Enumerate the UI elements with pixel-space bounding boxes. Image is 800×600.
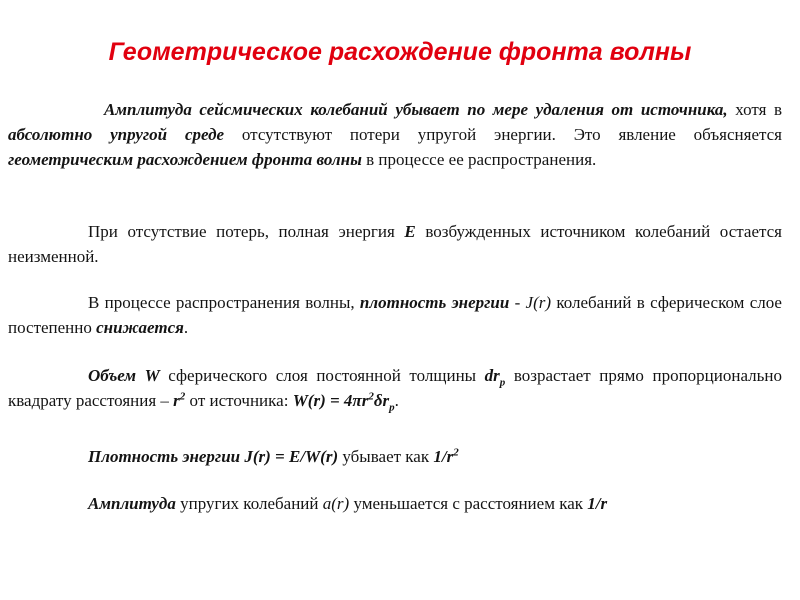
paragraph-energy-density <box>8 290 782 340</box>
text-bold-italic: Е <box>404 222 416 241</box>
subscript: p <box>389 401 395 414</box>
text: колебаний в сферическом слое постепенно <box>8 293 782 337</box>
text: . <box>394 391 399 410</box>
text-bold-italic: Амплитуда <box>88 494 176 513</box>
formula: δr <box>373 391 390 410</box>
text: в процессе ее распространения. <box>361 150 597 169</box>
subscript: p <box>499 376 506 389</box>
text: сферического слоя постоянной толщины <box>159 366 485 385</box>
text: возрастает прямо пропорционально квадрату расстояния – <box>8 366 782 410</box>
text-bold-italic: r <box>173 391 180 410</box>
superscript: 2 <box>453 446 459 459</box>
text: отсутствуют потери упругой энергии. Это явление объясняется <box>224 125 783 144</box>
paragraph-total-energy <box>8 219 782 269</box>
formula: W(r) = 4πr <box>292 391 369 410</box>
text-bold-italic: Амплитуда сейсмических колебаний убывает по мере удаления от источника, <box>104 100 728 119</box>
superscript: 2 <box>179 390 186 403</box>
formula: 1/r <box>433 447 454 466</box>
paragraph-density-formula <box>88 444 788 469</box>
paragraph-volume <box>8 363 782 413</box>
text-bold-italic: плотность энергии <box>359 293 510 312</box>
text-bold-italic: абсолютно упругой среде <box>8 125 225 144</box>
text-bold-italic: Объем W <box>88 366 160 385</box>
text-bold-italic: геометрическим расхождением фронта волны <box>8 150 362 169</box>
text-italic: a(r) <box>322 494 350 513</box>
text: возбужденных источником колебаний остается неизменной. <box>8 222 782 266</box>
text: - <box>509 293 526 312</box>
paragraph-amplitude-formula <box>88 491 788 516</box>
text-bold-italic: снижается <box>96 318 184 337</box>
paragraph-amplitude-decay <box>8 97 782 172</box>
formula: Плотность энергии J(r) = E/W(r) <box>88 447 339 466</box>
text-italic: J(r) <box>525 293 552 312</box>
slide-title: Геометрическое расхождение фронта волны <box>108 38 692 66</box>
text: При отсутствие потерь, полная энергия <box>88 222 405 241</box>
text: уменьшается с расстоянием как <box>349 494 588 513</box>
text: . <box>183 318 189 337</box>
superscript: 2 <box>368 390 374 403</box>
text: хотя в <box>727 100 782 119</box>
text: упругих колебаний <box>175 494 323 513</box>
text-bold-italic: dr <box>484 366 500 385</box>
text: убывает как <box>338 447 434 466</box>
formula: 1/r <box>587 494 608 513</box>
text: В процессе распространения волны, <box>88 293 360 312</box>
text: от источника: <box>185 391 293 410</box>
